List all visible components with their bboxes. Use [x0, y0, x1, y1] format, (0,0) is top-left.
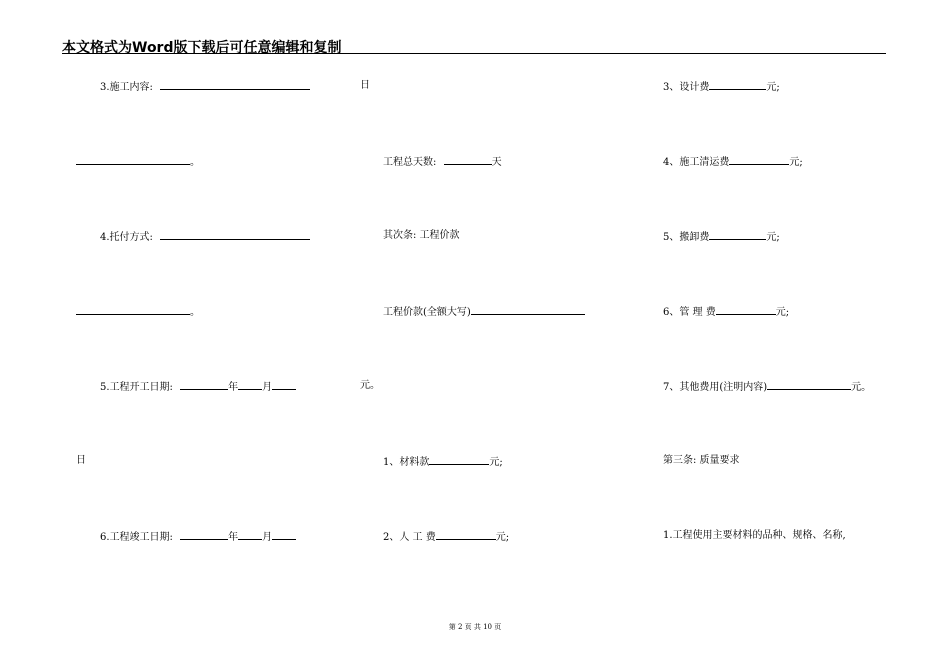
- management-line: [663, 305, 789, 319]
- design-blank[interactable]: [709, 80, 766, 90]
- price-yuan: 元。: [360, 380, 380, 391]
- item5-line: [100, 380, 296, 394]
- item3-end: 。: [190, 157, 200, 168]
- item5-year: 年: [228, 382, 239, 393]
- other-label: 7、其他费用(注明内容): [663, 382, 768, 393]
- item5-day-blank[interactable]: [272, 380, 296, 390]
- management-blank[interactable]: [716, 305, 776, 315]
- item3-label: 3.施工内容:: [100, 82, 153, 93]
- moving-blank[interactable]: [709, 230, 766, 240]
- moving-line: [663, 230, 780, 244]
- labor-blank[interactable]: [436, 530, 496, 540]
- management-label: 6、管 理 费: [663, 307, 716, 318]
- price-line: [383, 305, 585, 319]
- moving-unit: 元;: [766, 232, 780, 243]
- moving-label: 5、搬卸费: [663, 232, 710, 243]
- item4-continuation: [76, 305, 200, 319]
- material-line: [383, 455, 503, 469]
- document-header-title: 本文格式为Word版下载后可任意编辑和复制: [62, 40, 342, 56]
- total-days-unit: 天: [491, 157, 502, 168]
- middle-day: 日: [360, 80, 370, 91]
- item6-year-blank[interactable]: [180, 530, 228, 540]
- item4-end: 。: [190, 307, 200, 318]
- item4-line: [100, 230, 310, 244]
- item3-blank[interactable]: [160, 80, 310, 90]
- item4-blank[interactable]: [160, 230, 310, 240]
- item5-year-blank[interactable]: [180, 380, 228, 390]
- other-unit: 元。: [851, 382, 872, 393]
- item6-day-blank[interactable]: [272, 530, 296, 540]
- labor-unit: 元;: [495, 532, 510, 543]
- price-label: 工程价款(全额大写): [383, 307, 471, 318]
- page-number: 第 2 页 共 10 页: [448, 623, 502, 631]
- item6-line: [100, 530, 296, 544]
- design-unit: 元;: [766, 82, 780, 93]
- other-line: [663, 380, 871, 394]
- header-rule: [62, 53, 886, 54]
- item6-month-blank[interactable]: [238, 530, 262, 540]
- material-unit: 元;: [489, 457, 503, 468]
- item5-label: 5.工程开工日期:: [100, 382, 173, 393]
- item6-year: 年: [228, 532, 239, 543]
- clearing-label: 4、施工清运费: [663, 157, 730, 168]
- material-blank[interactable]: [429, 455, 489, 465]
- item5-month: 月: [262, 382, 273, 393]
- clearing-line: [663, 155, 803, 169]
- clearing-unit: 元;: [789, 157, 803, 168]
- clearing-blank[interactable]: [729, 155, 789, 165]
- labor-line: [383, 530, 509, 544]
- design-label: 3、设计费: [663, 82, 710, 93]
- item4-label: 4.托付方式:: [100, 232, 153, 243]
- item6-label: 6.工程竣工日期:: [100, 532, 173, 543]
- other-blank[interactable]: [767, 380, 851, 390]
- design-line: [663, 80, 780, 94]
- item5-day: 日: [76, 455, 86, 466]
- management-unit: 元;: [775, 307, 790, 318]
- item3-continuation: [76, 155, 200, 169]
- price-blank[interactable]: [471, 305, 585, 315]
- material-label: 1、材料款: [383, 457, 430, 468]
- labor-label: 2、人 工 费: [383, 532, 436, 543]
- article3-heading: 第三条: 质量要求: [663, 455, 740, 466]
- item3-blank-2[interactable]: [76, 155, 190, 165]
- item6-month: 月: [262, 532, 273, 543]
- item3-line: [100, 80, 310, 94]
- total-days-label: 工程总天数:: [383, 157, 437, 168]
- quality-item1: 1.工程使用主要材料的品种、规格、名称,: [663, 530, 846, 541]
- total-days-line: [383, 155, 502, 169]
- item5-month-blank[interactable]: [238, 380, 262, 390]
- article2-heading: 其次条: 工程价款: [383, 230, 460, 241]
- total-days-blank[interactable]: [444, 155, 492, 165]
- item4-blank-2[interactable]: [76, 305, 190, 315]
